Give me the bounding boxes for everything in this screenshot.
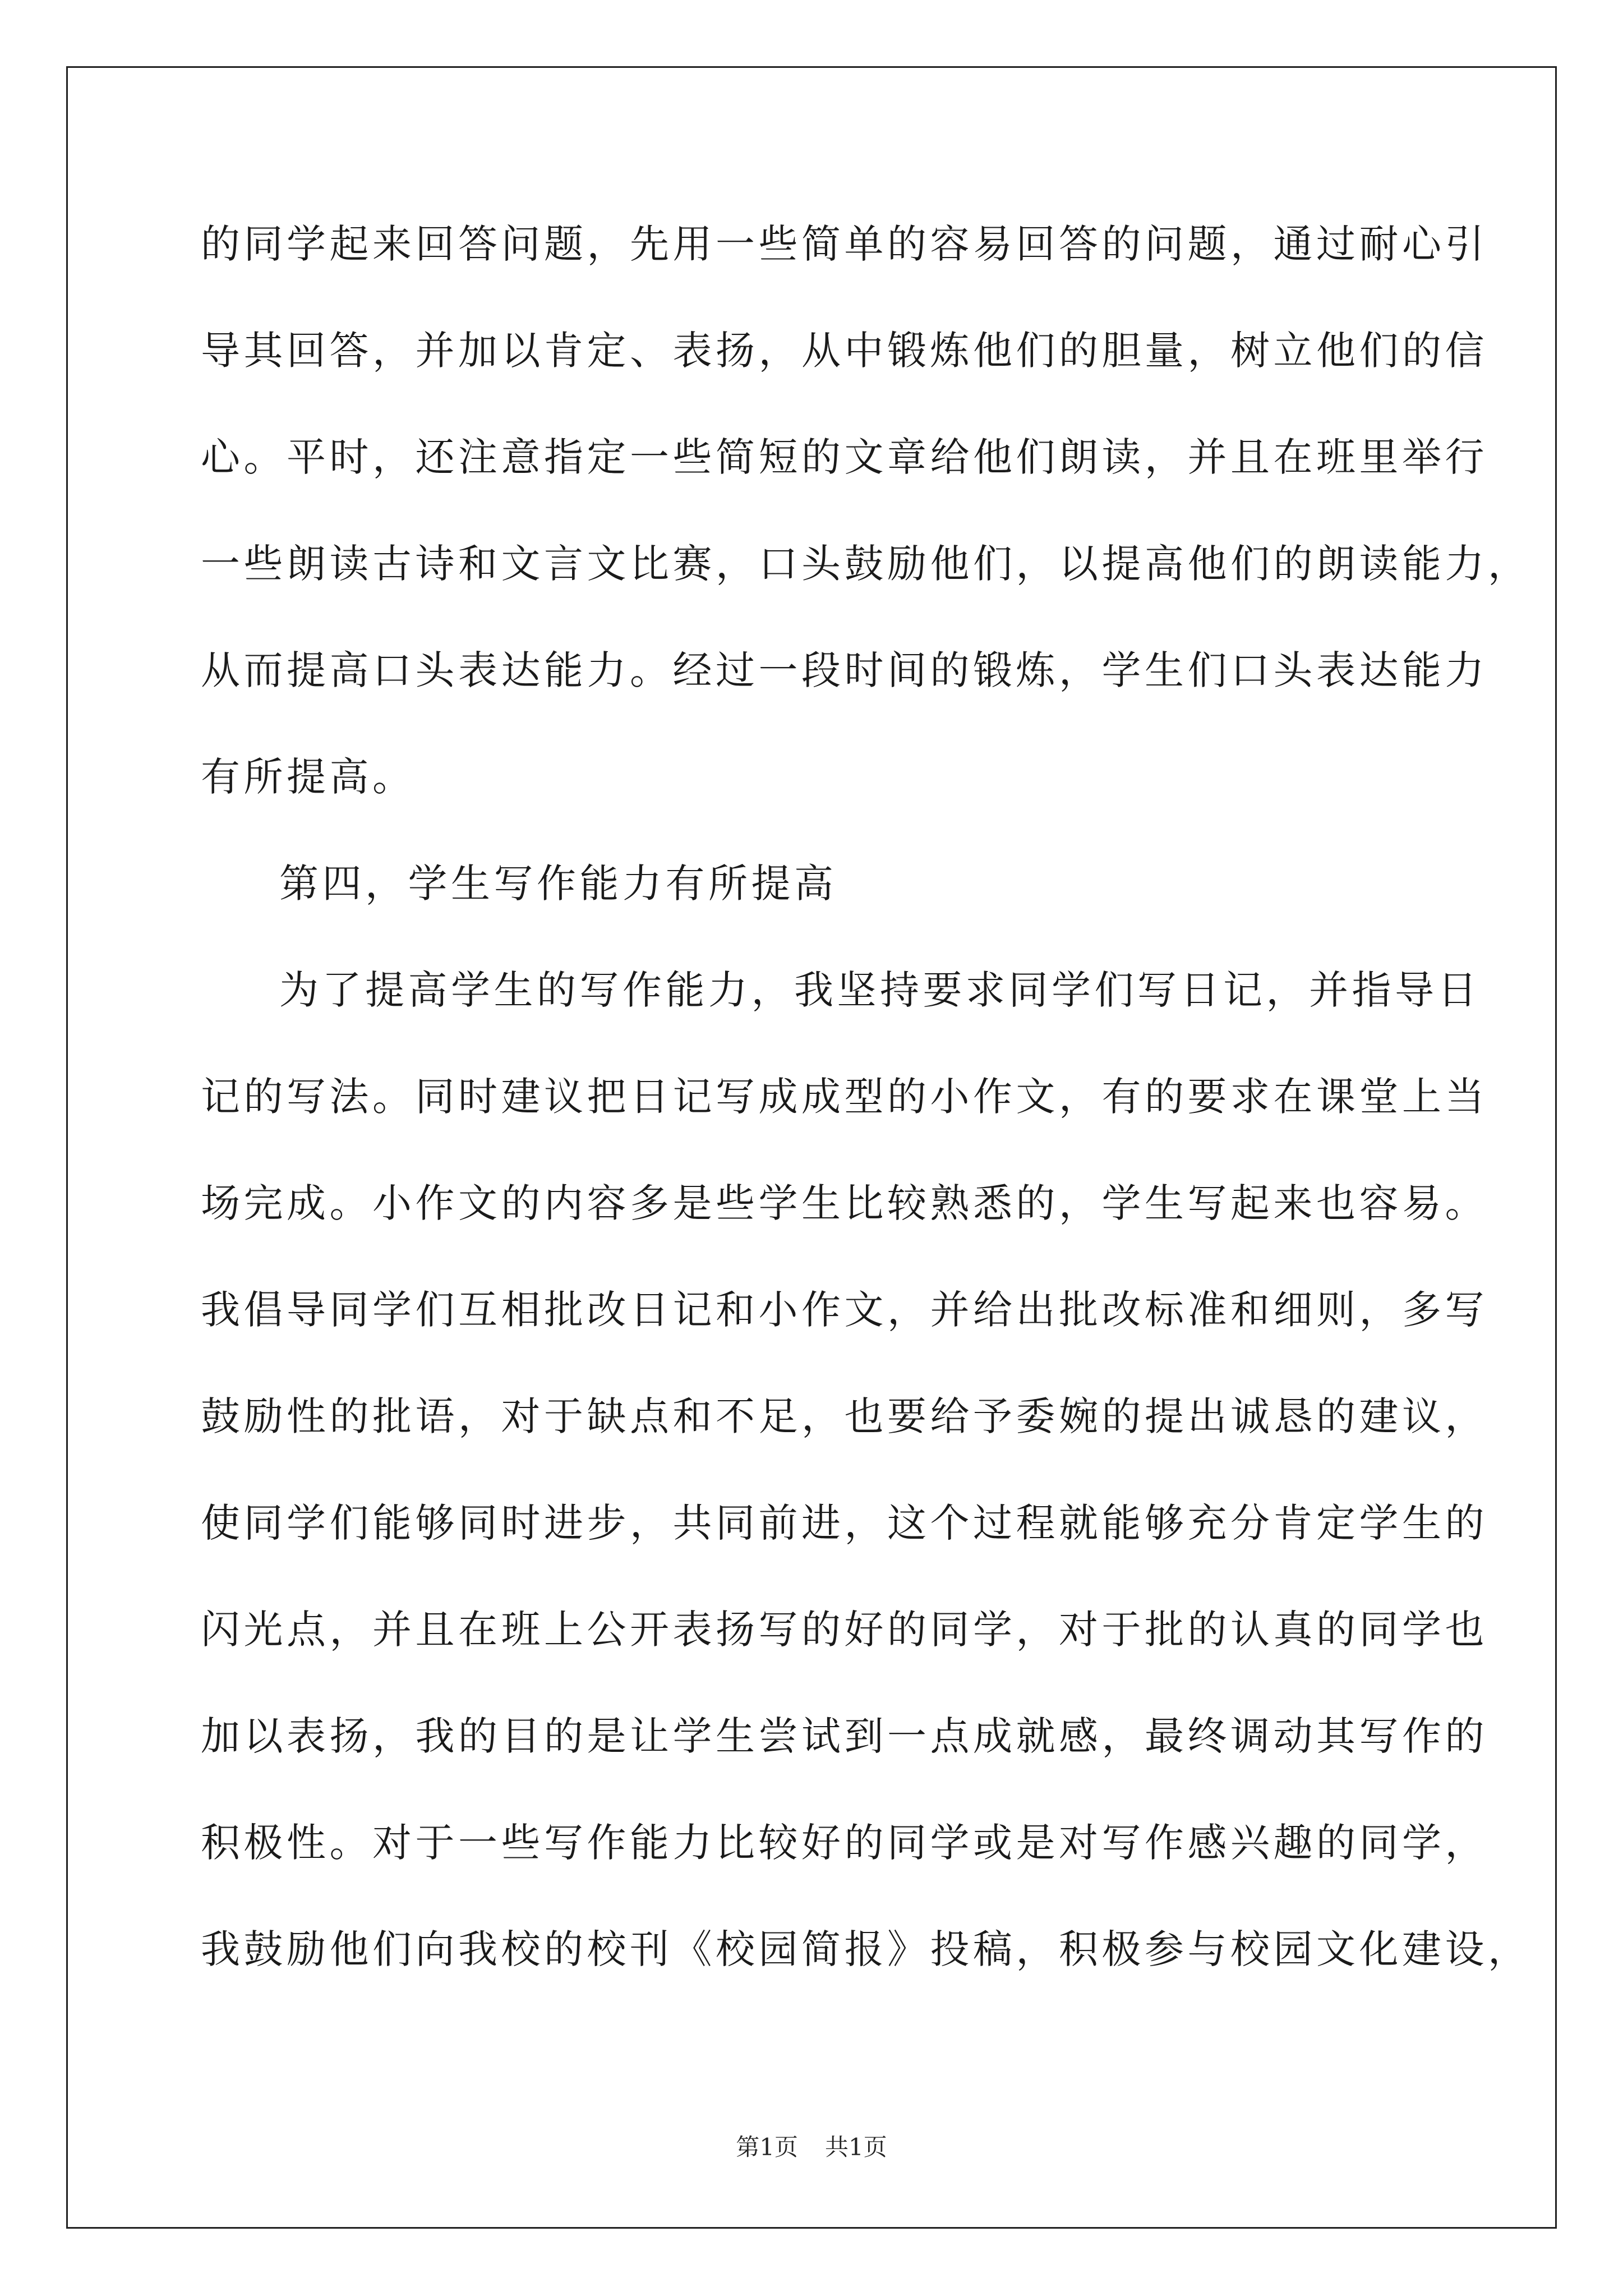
text-line: 的同学起来回答问题，先用一些简单的容易回答的问题，通过耐心引 bbox=[201, 221, 1488, 267]
text-line: 从而提高口头表达能力。经过一段时间的锻炼，学生们口头表达能力 bbox=[201, 647, 1488, 693]
section-heading: 第四，学生写作能力有所提高 bbox=[279, 861, 837, 907]
page-number-total: 共1页 bbox=[825, 2133, 887, 2161]
text-line: 加以表扬，我的目的是让学生尝试到一点成就感，最终调动其写作的 bbox=[201, 1713, 1488, 1759]
text-line: 一些朗读古诗和文言文比赛，口头鼓励他们，以提高他们的朗读能力， bbox=[201, 541, 1531, 587]
text-line: 记的写法。同时建议把日记写成成型的小作文，有的要求在课堂上当 bbox=[201, 1074, 1488, 1120]
text-line: 使同学们能够同时进步，共同前进，这个过程就能够充分肯定学生的 bbox=[201, 1500, 1488, 1546]
page-frame bbox=[66, 66, 1557, 2229]
text-line: 积极性。对于一些写作能力比较好的同学或是对写作感兴趣的同学， bbox=[201, 1820, 1488, 1866]
text-line: 闪光点，并且在班上公开表扬写的好的同学，对于批的认真的同学也 bbox=[201, 1607, 1488, 1653]
text-line: 我鼓励他们向我校的校刊《校园简报》投稿，积极参与校园文化建设， bbox=[201, 1926, 1531, 1972]
text-line: 心。平时，还注意指定一些简短的文章给他们朗读，并且在班里举行 bbox=[201, 434, 1488, 480]
text-line: 鼓励性的批语，对于缺点和不足，也要给予委婉的提出诚恳的建议， bbox=[201, 1393, 1488, 1439]
text-line: 我倡导同学们互相批改日记和小作文，并给出批改标准和细则，多写 bbox=[201, 1287, 1488, 1333]
text-line: 有所提高。 bbox=[201, 754, 416, 800]
page-number-current: 第1页 bbox=[736, 2133, 798, 2161]
text-line: 为了提高学生的写作能力，我坚持要求同学们写日记，并指导日 bbox=[279, 967, 1481, 1013]
text-line: 导其回答，并加以肯定、表扬，从中锻炼他们的胆量，树立他们的信 bbox=[201, 328, 1488, 374]
page-footer bbox=[0, 2131, 1623, 2164]
text-line: 场完成。小作文的内容多是些学生比较熟悉的，学生写起来也容易。 bbox=[201, 1180, 1488, 1226]
